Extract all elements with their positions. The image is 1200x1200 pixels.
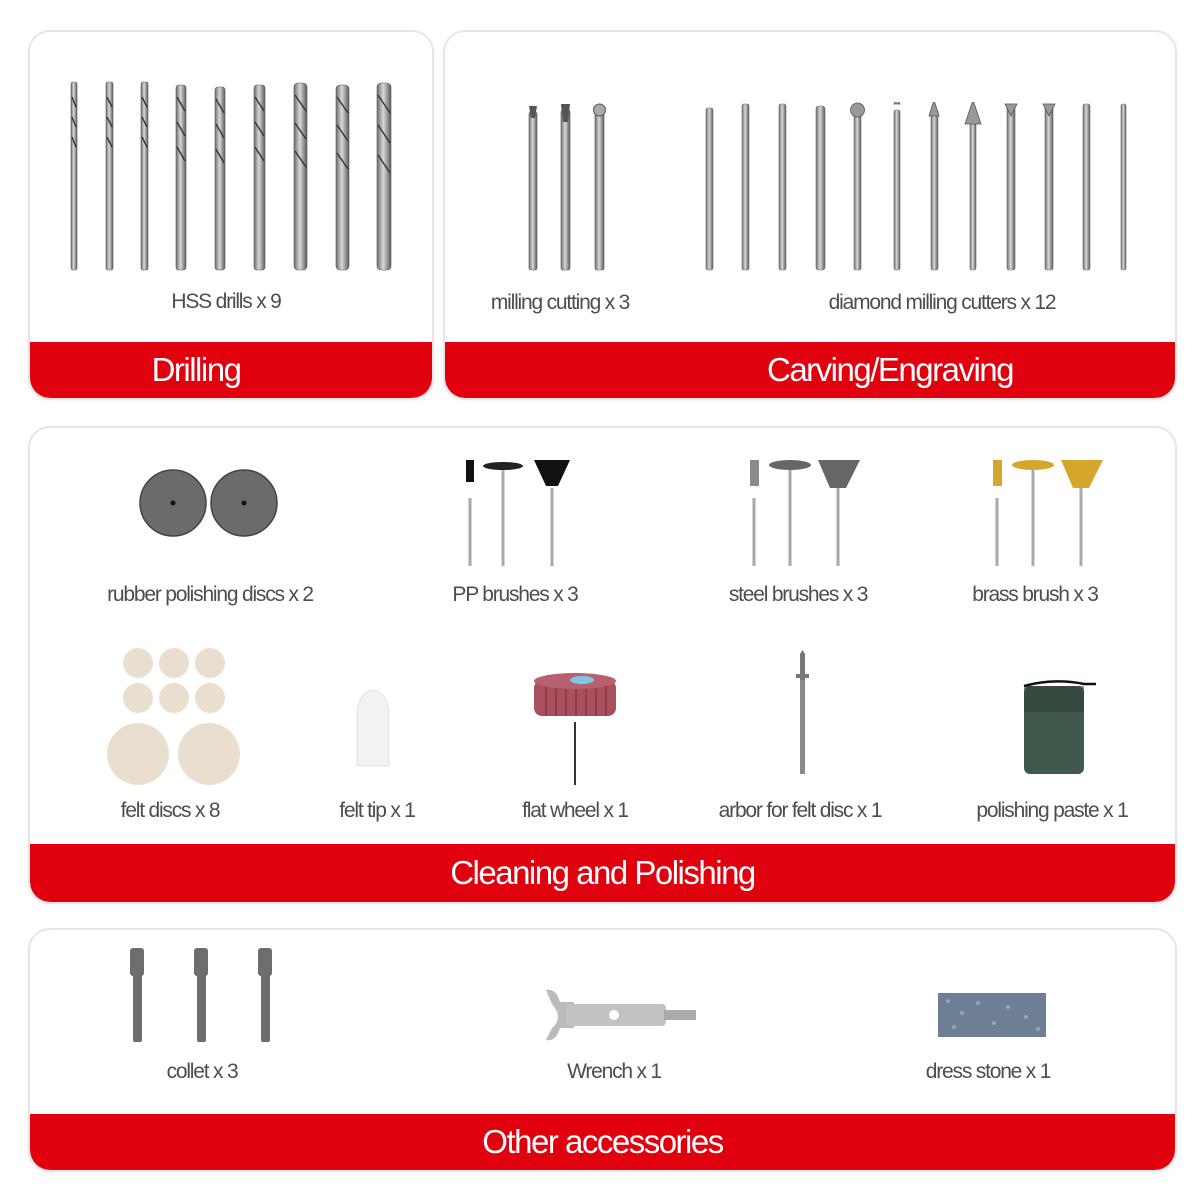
item-label: collet x 3: [166, 1060, 238, 1083]
collet-icon: [130, 946, 300, 1046]
item-label: dress stone x 1: [925, 1060, 1051, 1083]
milling-cutter-icon: [523, 102, 613, 272]
flap-wheel-icon: [530, 672, 620, 787]
item-label: milling cutting x 3: [490, 291, 630, 314]
dress-stone-icon: [938, 993, 1048, 1039]
drilling-card: [28, 30, 434, 400]
brass-brush-icon: [985, 458, 1105, 568]
item-label: Wrench x 1: [567, 1060, 661, 1083]
felt-tip-icon: [353, 688, 393, 768]
section-banner: Other accessories: [30, 1114, 1175, 1170]
arbor-icon: [790, 650, 814, 776]
drill-bit-icon: [66, 77, 406, 277]
section-banner: Drilling: [30, 342, 432, 398]
section-banner: Cleaning and Polishing: [30, 844, 1175, 902]
item-label: steel brushes x 3: [728, 583, 868, 606]
item-label: flat wheel x 1: [522, 799, 628, 822]
other-card: [28, 928, 1177, 1172]
polishing-paste-icon: [1020, 676, 1100, 776]
item-label: rubber polishing discs x 2: [107, 583, 313, 606]
item-label: polishing paste x 1: [976, 799, 1128, 822]
item-label: HSS drills x 9: [171, 290, 281, 313]
section-banner: Carving/Engraving: [445, 342, 1175, 398]
rubber-disc-icon: [138, 468, 280, 540]
carving-card: [443, 30, 1177, 400]
item-label: brass brush x 3: [972, 583, 1098, 606]
steel-brush-icon: [742, 458, 862, 568]
diamond-cutter-icon: [701, 102, 1141, 272]
item-label: arbor for felt disc x 1: [718, 799, 882, 822]
cleaning-card: [28, 426, 1177, 904]
item-label: felt tip x 1: [339, 799, 415, 822]
wrench-icon: [544, 988, 700, 1044]
felt-disc-icon: [102, 646, 242, 786]
item-label: diamond milling cutters x 12: [828, 291, 1056, 314]
item-label: felt discs x 8: [120, 799, 220, 822]
pp-brush-icon: [460, 458, 570, 568]
item-label: PP brushes x 3: [452, 583, 578, 606]
